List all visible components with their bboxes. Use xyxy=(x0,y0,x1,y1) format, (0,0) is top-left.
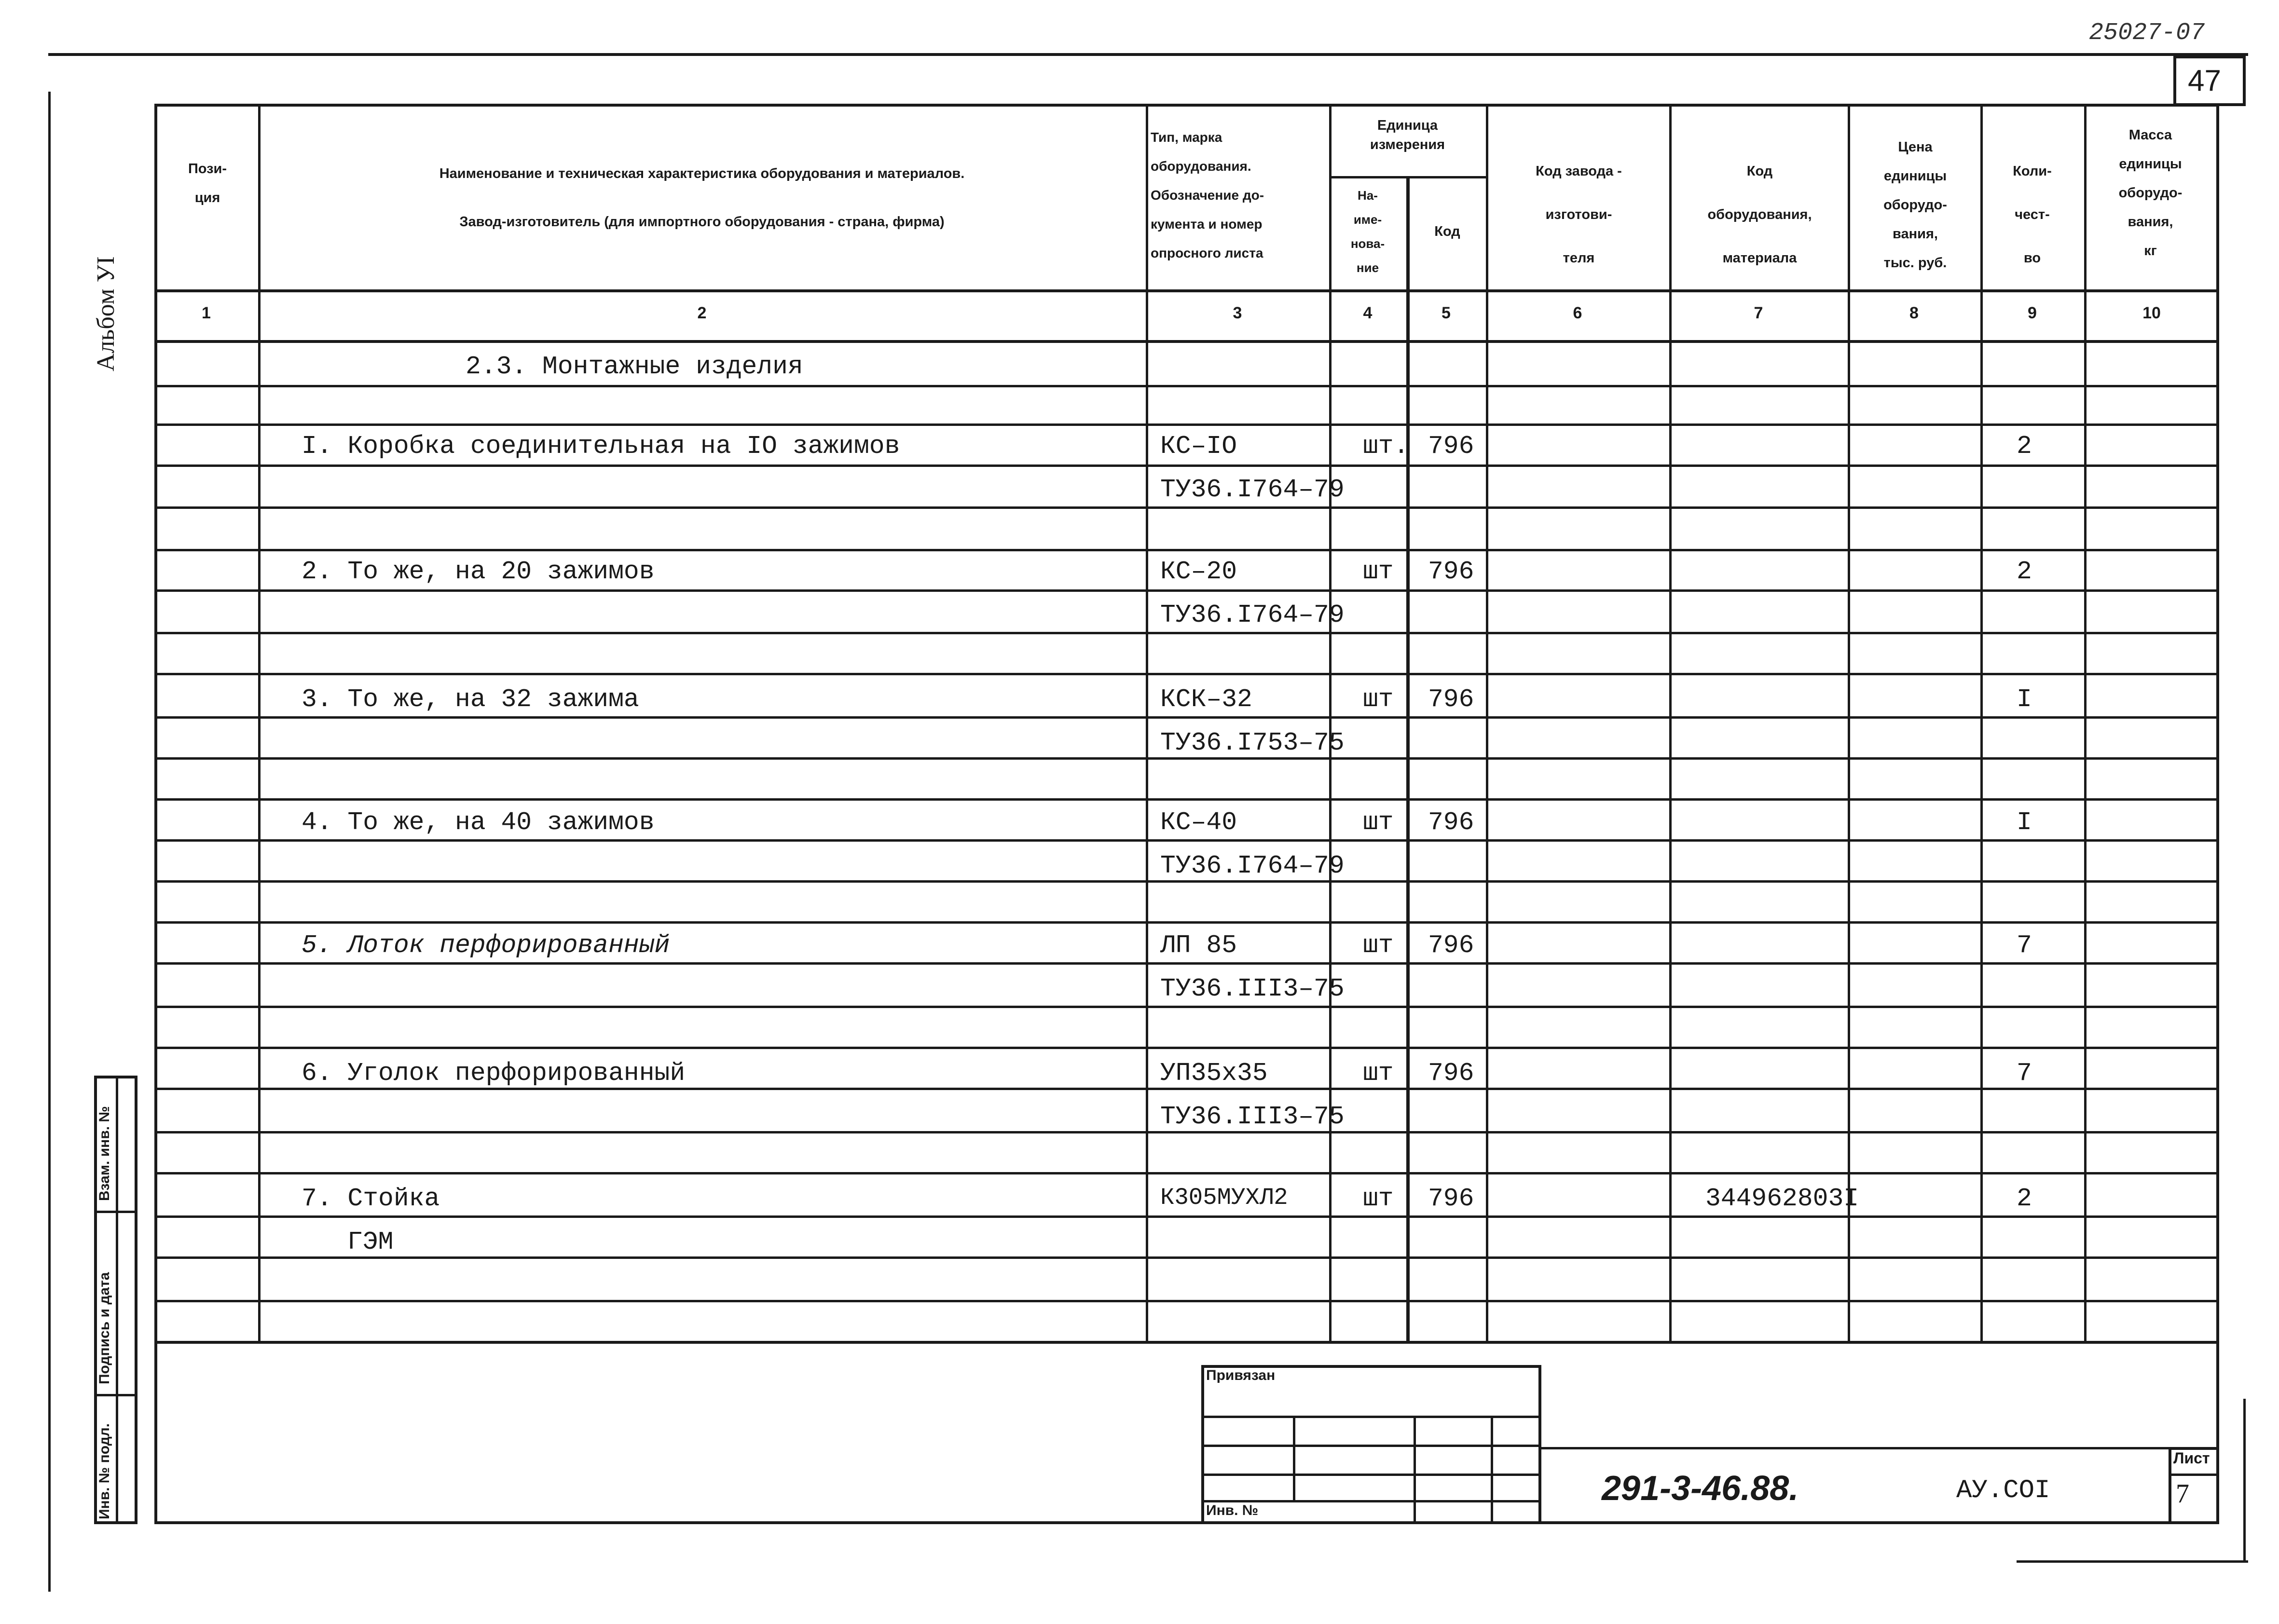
colnum-7: 7 xyxy=(1754,304,1763,322)
item-5-name: 5. Лоток перфорированный xyxy=(302,931,670,960)
sheet-corner-number: 47 xyxy=(2188,64,2221,97)
item-3-doc: ТУ36.I753–75 xyxy=(1160,728,1345,757)
item-6-code: 796 xyxy=(1428,1059,1474,1088)
item-5-unit: шт xyxy=(1363,931,1394,960)
item-1-type: КС–IO xyxy=(1160,432,1237,461)
item-3-qty: I xyxy=(2017,685,2032,714)
item-2-type: КС–20 xyxy=(1160,557,1237,586)
item-1-name: I. Коробка соединительная на IO зажимов xyxy=(302,432,900,461)
inv-label: Инв. № xyxy=(1206,1502,1259,1518)
item-7-type: К305МУХЛ2 xyxy=(1160,1184,1288,1211)
sheet-number: 7 xyxy=(2176,1479,2189,1509)
item-7-unit: шт xyxy=(1363,1184,1394,1213)
item-4-unit: шт xyxy=(1363,808,1394,837)
section-title: 2.3. Монтажные изделия xyxy=(466,352,803,381)
item-7-qty: 2 xyxy=(2017,1184,2032,1213)
header-col6: Код завода - изготови- теля xyxy=(1536,164,1622,266)
side-stamp-signature: Подпись и дата xyxy=(96,1272,112,1384)
item-2-unit: шт xyxy=(1363,557,1394,586)
top-rule xyxy=(48,53,2248,56)
corner-code: 25027-07 xyxy=(2089,19,2205,47)
item-4-type: КС–40 xyxy=(1160,808,1237,837)
item-4-doc: ТУ36.I764–79 xyxy=(1160,851,1345,880)
colnum-9: 9 xyxy=(2028,304,2037,322)
colnum-1: 1 xyxy=(202,304,211,322)
right-margin-line xyxy=(2243,1399,2246,1563)
side-stamp-inv: Инв. № подл. xyxy=(96,1423,112,1519)
title-block-top xyxy=(1541,1447,2219,1449)
item-6-doc: ТУ36.III3–75 xyxy=(1160,1102,1345,1131)
item-1-qty: 2 xyxy=(2017,432,2032,461)
item-3-unit: шт xyxy=(1363,685,1394,714)
item-6-qty: 7 xyxy=(2017,1059,2032,1088)
item-2-doc: ТУ36.I764–79 xyxy=(1160,600,1345,629)
colnum-8: 8 xyxy=(1909,304,1919,322)
colnum-5: 5 xyxy=(1442,304,1451,322)
item-6-type: УП35х35 xyxy=(1160,1059,1268,1088)
item-5-type: ЛП 85 xyxy=(1160,931,1237,960)
item-5-doc: ТУ36.III3–75 xyxy=(1160,974,1345,1003)
bottom-rule xyxy=(2017,1560,2248,1563)
item-6-name: 6. Уголок перфорированный xyxy=(302,1059,686,1088)
item-3-type: КСК–32 xyxy=(1160,685,1252,714)
item-1-unit: шт. xyxy=(1363,432,1409,461)
header-col4: На- име- нова- ние xyxy=(1350,188,1385,275)
colnum-6: 6 xyxy=(1573,304,1582,322)
header-col10: Масса единицы оборудо- вания, кг xyxy=(2118,127,2183,259)
item-1-doc: ТУ36.I764–79 xyxy=(1160,475,1345,504)
item-1-code: 796 xyxy=(1428,432,1474,461)
item-4-code: 796 xyxy=(1428,808,1474,837)
sheet-label: Лист xyxy=(2173,1449,2210,1467)
item-6-unit: шт xyxy=(1363,1059,1394,1088)
item-2-code: 796 xyxy=(1428,557,1474,586)
left-margin-line xyxy=(48,92,51,1592)
header-col2: Наименование и техническая характеристика оборудования и материалов. Завод-изготовитель (для импортного оборудования - страна, фирма) xyxy=(439,166,965,230)
document-number: 291-3-46.88. xyxy=(1602,1469,1799,1508)
item-7-code: 796 xyxy=(1428,1184,1474,1213)
header-col5: Код xyxy=(1434,224,1460,239)
item-5-code: 796 xyxy=(1428,931,1474,960)
colnum-3: 3 xyxy=(1233,304,1242,322)
item-4-qty: I xyxy=(2017,808,2032,837)
item-3-code: 796 xyxy=(1428,685,1474,714)
colnum-2: 2 xyxy=(697,304,707,322)
header-col9: Коли- чест- во xyxy=(2013,164,2052,266)
album-label: Альбом УI xyxy=(92,256,120,371)
colnum-10: 10 xyxy=(2142,304,2161,322)
item-5-qty: 7 xyxy=(2017,931,2032,960)
item-3-name: 3. То же, на 32 зажима xyxy=(302,685,639,714)
header-col8: Цена единицы оборудо- вания, тыс. руб. xyxy=(1883,139,1947,271)
item-7-sub: ГЭМ xyxy=(347,1228,394,1256)
item-2-name: 2. То же, на 20 зажимов xyxy=(302,557,655,586)
header-unit-group: Единица измерения xyxy=(1370,118,1445,152)
item-2-qty: 2 xyxy=(2017,557,2032,586)
linked-label: Привязан xyxy=(1206,1367,1276,1383)
item-7-equip-code: 344962803I xyxy=(1705,1184,1859,1213)
document-code: АУ.COI xyxy=(1956,1476,2050,1505)
item-4-name: 4. То же, на 40 зажимов xyxy=(302,808,655,837)
side-stamp-replace: Взам. инв. № xyxy=(96,1106,112,1201)
item-7-name: 7. Стойка xyxy=(302,1184,440,1213)
header-col1: Пози- ция xyxy=(188,161,227,205)
header-col3: Тип, марка оборудования. Обозначение до- кумента и номер опросного листа xyxy=(1151,130,1264,260)
header-col7: Код оборудования, материала xyxy=(1707,164,1812,266)
colnum-4: 4 xyxy=(1363,304,1373,322)
